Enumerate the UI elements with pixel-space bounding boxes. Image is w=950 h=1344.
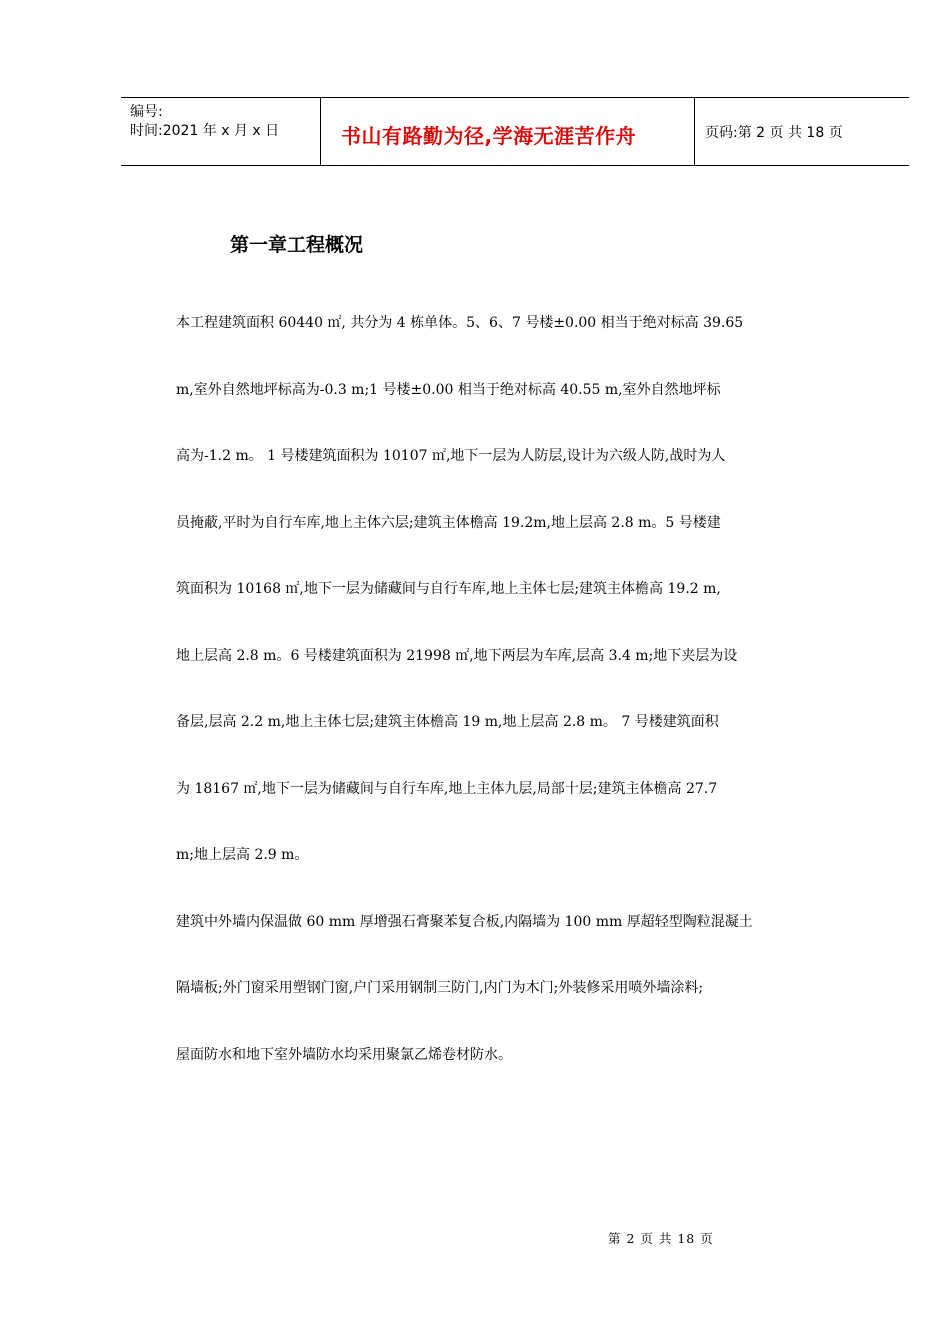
text-line: 备层,层高 2.2 m,地上主体七层;建筑主体檐高 19 m,地上层高 2.8 m。 7 号楼建筑面积 xyxy=(176,714,719,730)
page-footer: 第 2 页 共 18 页 xyxy=(608,1231,714,1246)
text-line: 屋面防水和地下室外墙防水均采用聚氯乙烯卷材防水。 xyxy=(176,1046,512,1063)
text-line: 员掩蔽,平时为自行车库,地上主体六层;建筑主体檐高 19.2m,地上层高 2.8 m。5 号楼建 xyxy=(176,514,721,531)
text-line: m,室外自然地坪标高为-0.3 m;1 号楼±0.00 相当于绝对标高 40.55 m,室外自然地坪标 xyxy=(176,381,721,398)
motto-text: 书山有路勤为径,学海无涯苦作舟 xyxy=(341,124,637,148)
time-label: 时间:2021 年 x 月 x 日 xyxy=(130,123,280,139)
header-motto-cell xyxy=(321,98,695,165)
document-body xyxy=(176,290,866,1088)
number-label: 编号: xyxy=(130,104,163,120)
paragraph-overview xyxy=(176,290,866,889)
text-line: 本工程建筑面积 60440 ㎡, 共分为 4 栋单体。5、6、7 号楼±0.00 相当于绝对标高 39.65 xyxy=(176,315,744,331)
text-line: m;地上层高 2.9 m。 xyxy=(176,847,309,863)
text-line: 隔墙板;外门窗采用塑钢门窗,户门采用钢制三防门,内门为木门;外装修采用喷外墙涂料; xyxy=(176,980,704,996)
page-number-label: 页码:第 2 页 共 18 页 xyxy=(705,125,843,141)
text-line: 为 18167 ㎡,地下一层为储藏间与自行车库,地上主体九层,局部十层;建筑主体檐高 27.7 xyxy=(176,780,718,797)
page-header xyxy=(121,97,909,166)
paragraph-construction xyxy=(176,889,866,1089)
text-line: 高为-1.2 m。 1 号楼建筑面积为 10107 ㎡,地下一层为人防层,设计为六级人防,战时为人 xyxy=(176,448,726,464)
header-meta-cell xyxy=(121,98,321,165)
header-page-cell xyxy=(695,98,909,165)
text-line: 筑面积为 10168 ㎡,地下一层为储藏间与自行车库,地上主体七层;建筑主体檐高 19.2 m, xyxy=(176,581,721,597)
chapter-title: 第一章工程概况 xyxy=(230,234,364,256)
text-line: 建筑中外墙内保温做 60 mm 厚增强石膏聚苯复合板,内隔墙为 100 mm 厚超轻型陶粒混凝土 xyxy=(176,913,753,930)
text-line: 地上层高 2.8 m。6 号楼建筑面积为 21998 ㎡,地下两层为车库,层高 3.4 m;地下夹层为设 xyxy=(176,647,738,664)
